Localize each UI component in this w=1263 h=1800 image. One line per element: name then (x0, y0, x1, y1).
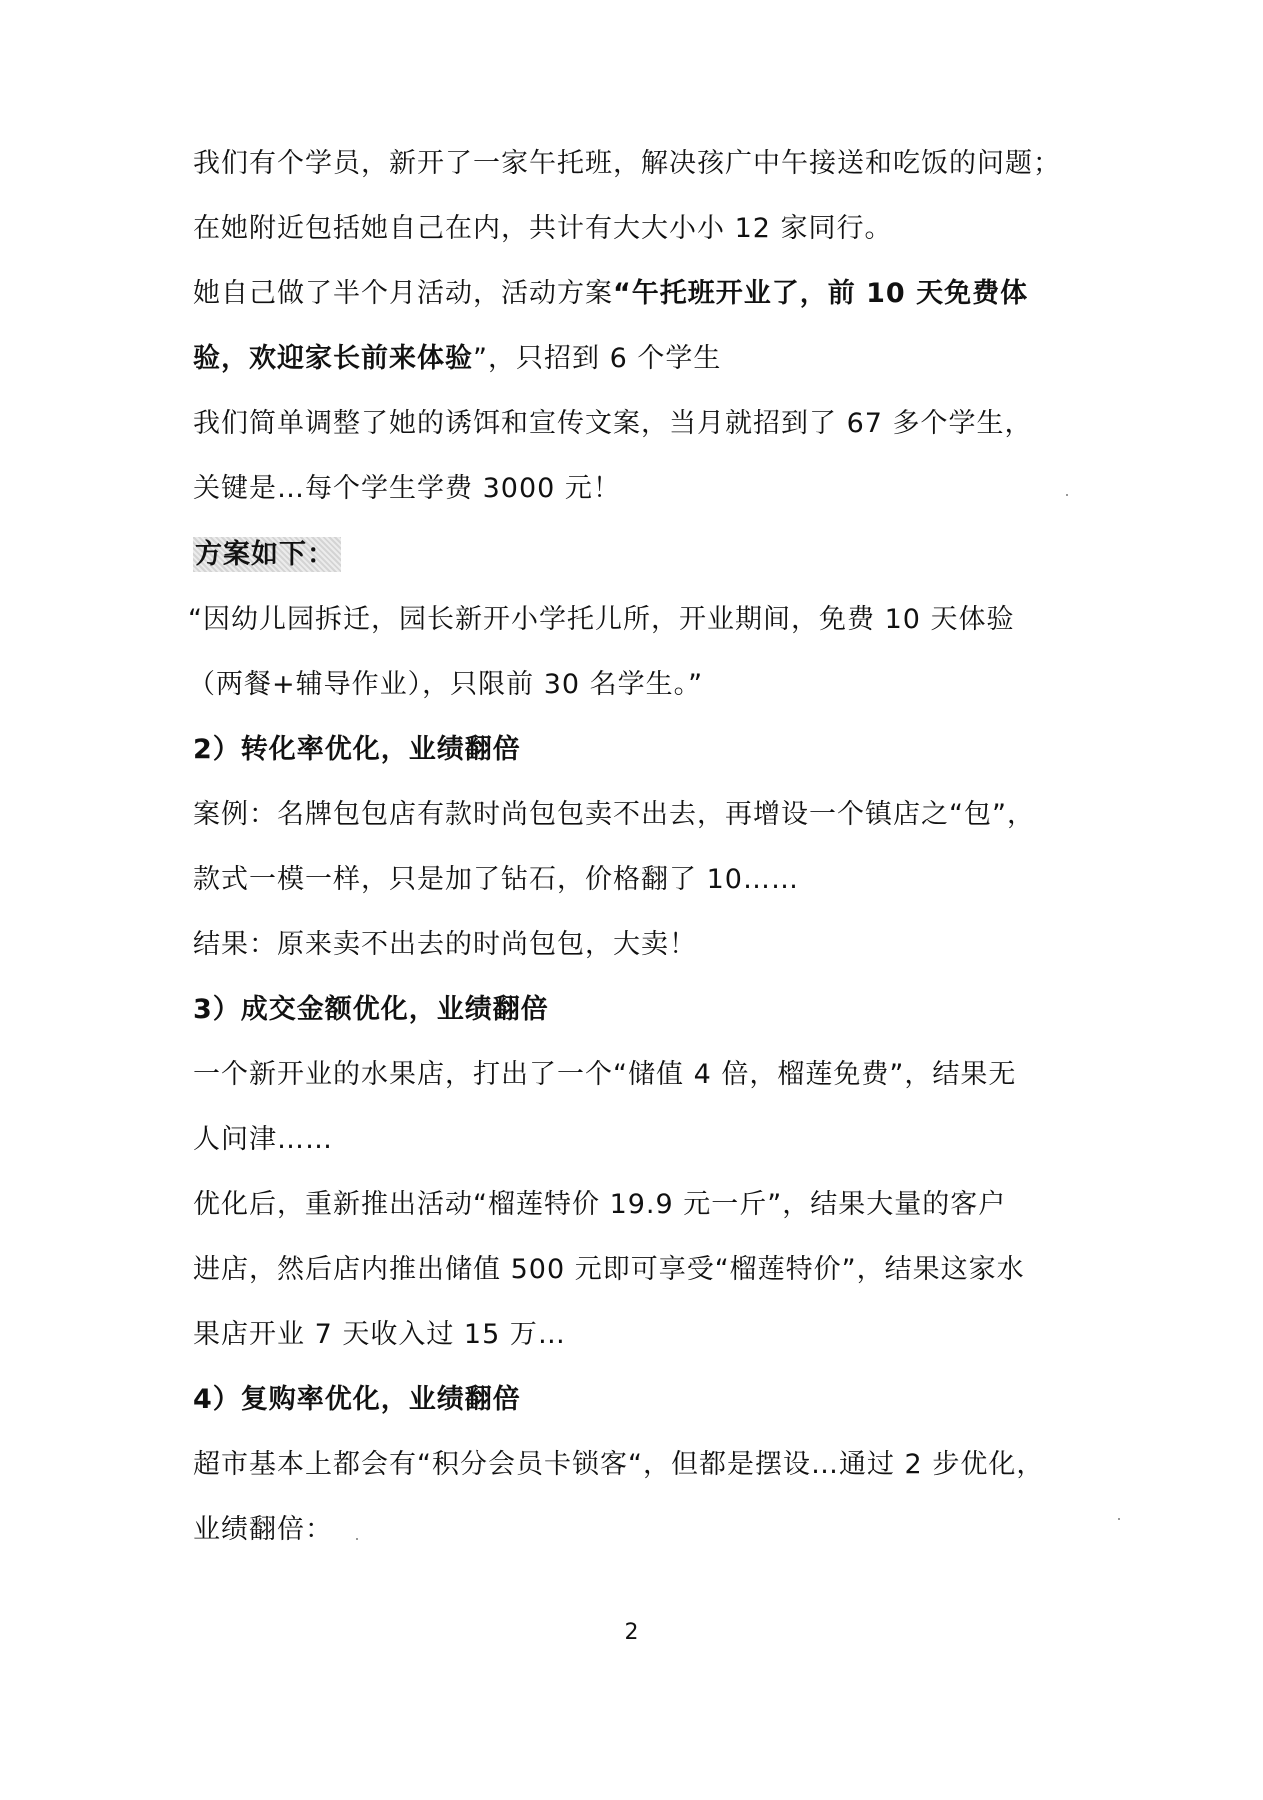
plain-text: 她自己做了半个月活动，活动方案 (193, 278, 613, 309)
paragraph-line-18: 进店，然后店内推出储值 500 元即可享受“榴莲特价”，结果这家水 (193, 1254, 1025, 1285)
paragraph-line-3 (193, 274, 1073, 314)
scan-speck (1118, 1518, 1120, 1520)
paragraph-line-1: 我们有个学员，新开了一家午托班，解决孩广中午接送和吃饭的问题； (193, 148, 1061, 179)
plain-text: ”，只招到 6 个学生 (473, 343, 722, 374)
shaded-heading-text: 方案如下： (193, 537, 341, 572)
section-heading-conversion: 2）转化率优化，业绩翻倍 (193, 734, 521, 765)
page-number: 2 (624, 1620, 639, 1645)
bold-quote-text: “午托班开业了，前 10 天免费体 (613, 278, 1029, 309)
paragraph-line-2: 在她附近包括她自己在内，共计有大大小小 12 家同行。 (193, 213, 893, 244)
paragraph-line-15: 一个新开业的水果店，打出了一个“储值 4 倍，榴莲免费”，结果无 (193, 1059, 1017, 1090)
paragraph-line-9: （两餐+辅导作业），只限前 30 名学生。” (188, 669, 704, 700)
bold-quote-text: 验，欢迎家长前来体验 (193, 343, 473, 374)
scan-speck (1066, 494, 1068, 496)
section-heading-plan (193, 535, 1073, 575)
paragraph-line-21: 超市基本上都会有“积分会员卡锁客“，但都是摆设…通过 2 步优化， (193, 1449, 1045, 1480)
section-heading-repurchase: 4）复购率优化，业绩翻倍 (193, 1384, 521, 1415)
paragraph-line-11: 案例：名牌包包店有款时尚包包卖不出去，再增设一个镇店之“包”， (193, 799, 1035, 830)
scan-speck (356, 1538, 358, 1540)
paragraph-line-4 (193, 339, 1073, 379)
paragraph-line-19: 果店开业 7 天收入过 15 万… (193, 1319, 566, 1350)
paragraph-line-16: 人问津…… (193, 1124, 333, 1155)
paragraph-line-6: 关键是…每个学生学费 3000 元！ (193, 473, 621, 504)
paragraph-line-13: 结果：原来卖不出去的时尚包包，大卖！ (193, 929, 697, 960)
paragraph-line-8: “因幼儿园拆迁，园长新开小学托儿所，开业期间，免费 10 天体验 (188, 604, 1015, 635)
paragraph-line-17: 优化后，重新推出活动“榴莲特价 19.9 元一斤”，结果大量的客户 (193, 1189, 1007, 1220)
section-heading-deal-amount: 3）成交金额优化，业绩翻倍 (193, 994, 549, 1025)
paragraph-line-5: 我们简单调整了她的诱饵和宣传文案，当月就招到了 67 多个学生， (193, 408, 1033, 439)
paragraph-line-12: 款式一模一样，只是加了钻石，价格翻了 10…… (193, 864, 799, 895)
paragraph-line-22: 业绩翻倍： (193, 1514, 333, 1545)
